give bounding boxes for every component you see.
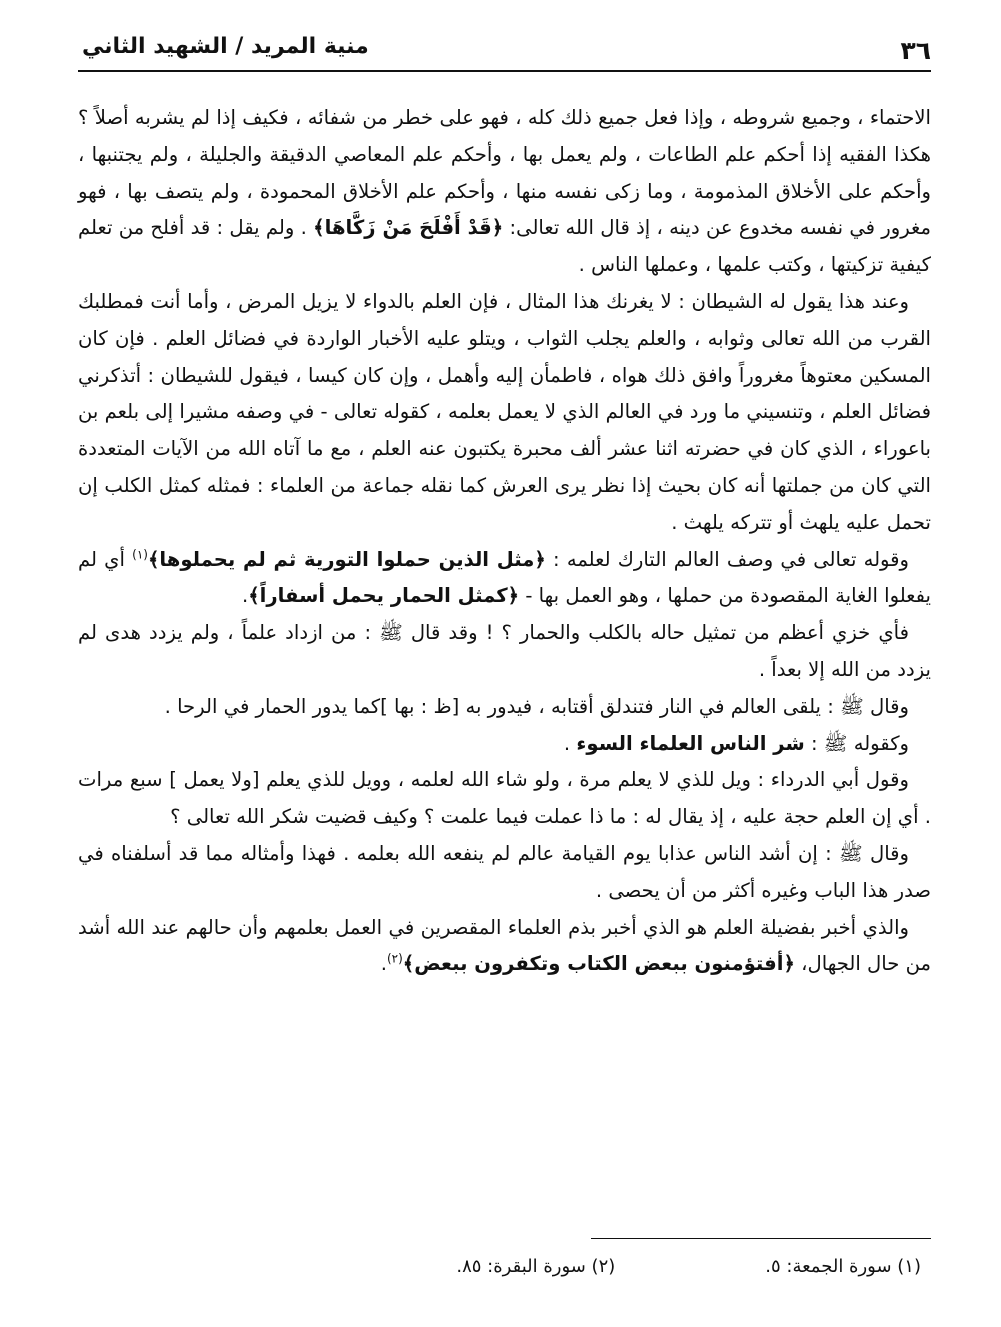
text-run: . — [380, 952, 387, 976]
page-header — [78, 30, 931, 72]
footnote-rule — [591, 1238, 931, 1239]
quoted-text: ﴿قَدْ أَفْلَحَ مَنْ زَكَّاهَا﴾ — [313, 216, 504, 240]
paragraph — [78, 284, 931, 542]
text-run: وقال ﷺ : يلقى العالم في النار فتندلق أقتابه ، فيدور به [ظ : بها ]كما يدور الحمار في الرحا . — [164, 694, 909, 718]
body-text — [78, 100, 931, 983]
text-run: . — [241, 584, 249, 608]
footnote-ref: (٢) — [386, 951, 403, 966]
text-run: وقوله تعالى في وصف العالم التارك لعلمه : — [545, 547, 909, 571]
quoted-text: ﴿أفتؤمنون ببعض الكتاب وتكفرون ببعض﴾ — [402, 952, 795, 976]
paragraph — [78, 726, 931, 763]
footnotes — [321, 1256, 921, 1277]
paragraph — [78, 762, 931, 836]
quoted-text: شر الناس العلماء السوء — [576, 731, 805, 755]
page-number: ٣٦ — [900, 36, 931, 65]
text-run: فأي خزي أعظم من تمثيل حاله بالكلب والحمار ؟ ! وقد قال ﷺ : من ازداد علماً ، ولم يزدد هدى لم يزدد من الله إلا بعداً . — [78, 621, 931, 681]
book-page — [78, 30, 931, 1300]
paragraph — [78, 689, 931, 726]
paragraph — [78, 542, 931, 616]
text-run: وقول أبي الدرداء : ويل للذي لا يعلم مرة ، ولو شاء الله لعلمه ، وويل للذي يعلم [ولا يعمل ] سبع مرات . أي إن العلم حجة عليه ، إذ يقال له : ما ذا عملت فيما علمت ؟ وكيف قضيت شكر الله تعالى ؟ — [78, 768, 931, 829]
text-run: أي لم يفعلوا الغاية المقصودة من حملها ، وهو العمل بها - — [78, 547, 931, 608]
text-run: . — [563, 731, 577, 755]
footnote-ref: (١) — [132, 547, 148, 562]
paragraph — [78, 100, 931, 284]
footnote-1: (١) سورة الجمعة: ٥. — [765, 1256, 921, 1277]
paragraph — [78, 836, 931, 910]
quoted-text: ﴿كمثل الحمار يحمل أسفاراً﴾ — [248, 584, 520, 608]
text-run: وعند هذا يقول له الشيطان : لا يغرنك هذا المثال ، فإن العلم بالدواء لا يزيل المرض ، وأما أنت فمطلبك القرب من الله تعالى وثوابه ، والعلم يجلب الثواب ، ويتلو عليه الأخبار الواردة في فضائل العلم . فإن كان المسكين معتوهاً مغروراً وافق ذلك هواه ، فاطمأن إليه وأهمل ، وإن كان كيسا ، فيقول للشيطان : أتذكرني فضائل العلم ، وتنسيني ما ورد في العالم الذي لا يعمل بعلمه ، كقوله تعالى - في وصفه مشيرا إلى بلعم بن باعوراء ، الذي كان في حضرته اثنا عشر ألف محبرة يكتبون عنه العلم ، مع ما آتاه الله من الآيات المتعددة التي كان من جملتها أنه كان بحيث إذا نظر يرى العرش كما نقله جماعة من العلماء : فمثله كمثل الكلب إن تحمل عليه يلهث أو تتركه يلهث . — [78, 289, 931, 534]
text-run: الاحتماء ، وجميع شروطه ، وإذا فعل جميع ذلك كله ، فهو على خطر من شفائه ، فكيف إذا لم يشربه أصلاً ؟ هكذا الفقيه إذا أحكم علم الطاعات ، ولم يعمل بها ، وأحكم علم المعاصي الدقيقة والجليلة ، ولم يجتنبها ، وأحكم على الأخلاق المذمومة ، وما زكى نفسه منها ، وأحكم علم الأخلاق المحمودة ، ولم يتصف بها ، فهو مغرور في نفسه مخدوع عن دينه ، إذ قال الله تعالى: — [78, 106, 931, 240]
text-run: وقال ﷺ : إن أشد الناس عذابا يوم القيامة عالم لم ينفعه الله بعلمه . فهذا وأمثاله مما قد أسلفناه في صدر هذا الباب وغيره أكثر من أن يحصى . — [78, 841, 931, 902]
text-run: والذي أخبر بفضيلة العلم هو الذي أخبر بذم العلماء المقصرين في العمل بعلمهم وأن حالهم عند الله أشد من حال الجهال، — [78, 915, 931, 976]
paragraph — [78, 910, 931, 984]
text-run: وكقوله ﷺ : — [804, 731, 909, 755]
footnote-2: (٢) سورة البقرة: ٨٥. — [456, 1256, 616, 1277]
running-title: منية المريد / الشهيد الثاني — [82, 34, 369, 59]
header-rule — [78, 70, 931, 72]
text-run: . ولم يقل : قد أفلح من تعلم كيفية تزكيتها ، وكتب علمها ، وعملها الناس . — [78, 216, 931, 277]
quoted-text: ﴿مثل الذين حملوا التورية ثم لم يحملوها﴾ — [147, 547, 546, 571]
paragraph — [78, 615, 931, 689]
